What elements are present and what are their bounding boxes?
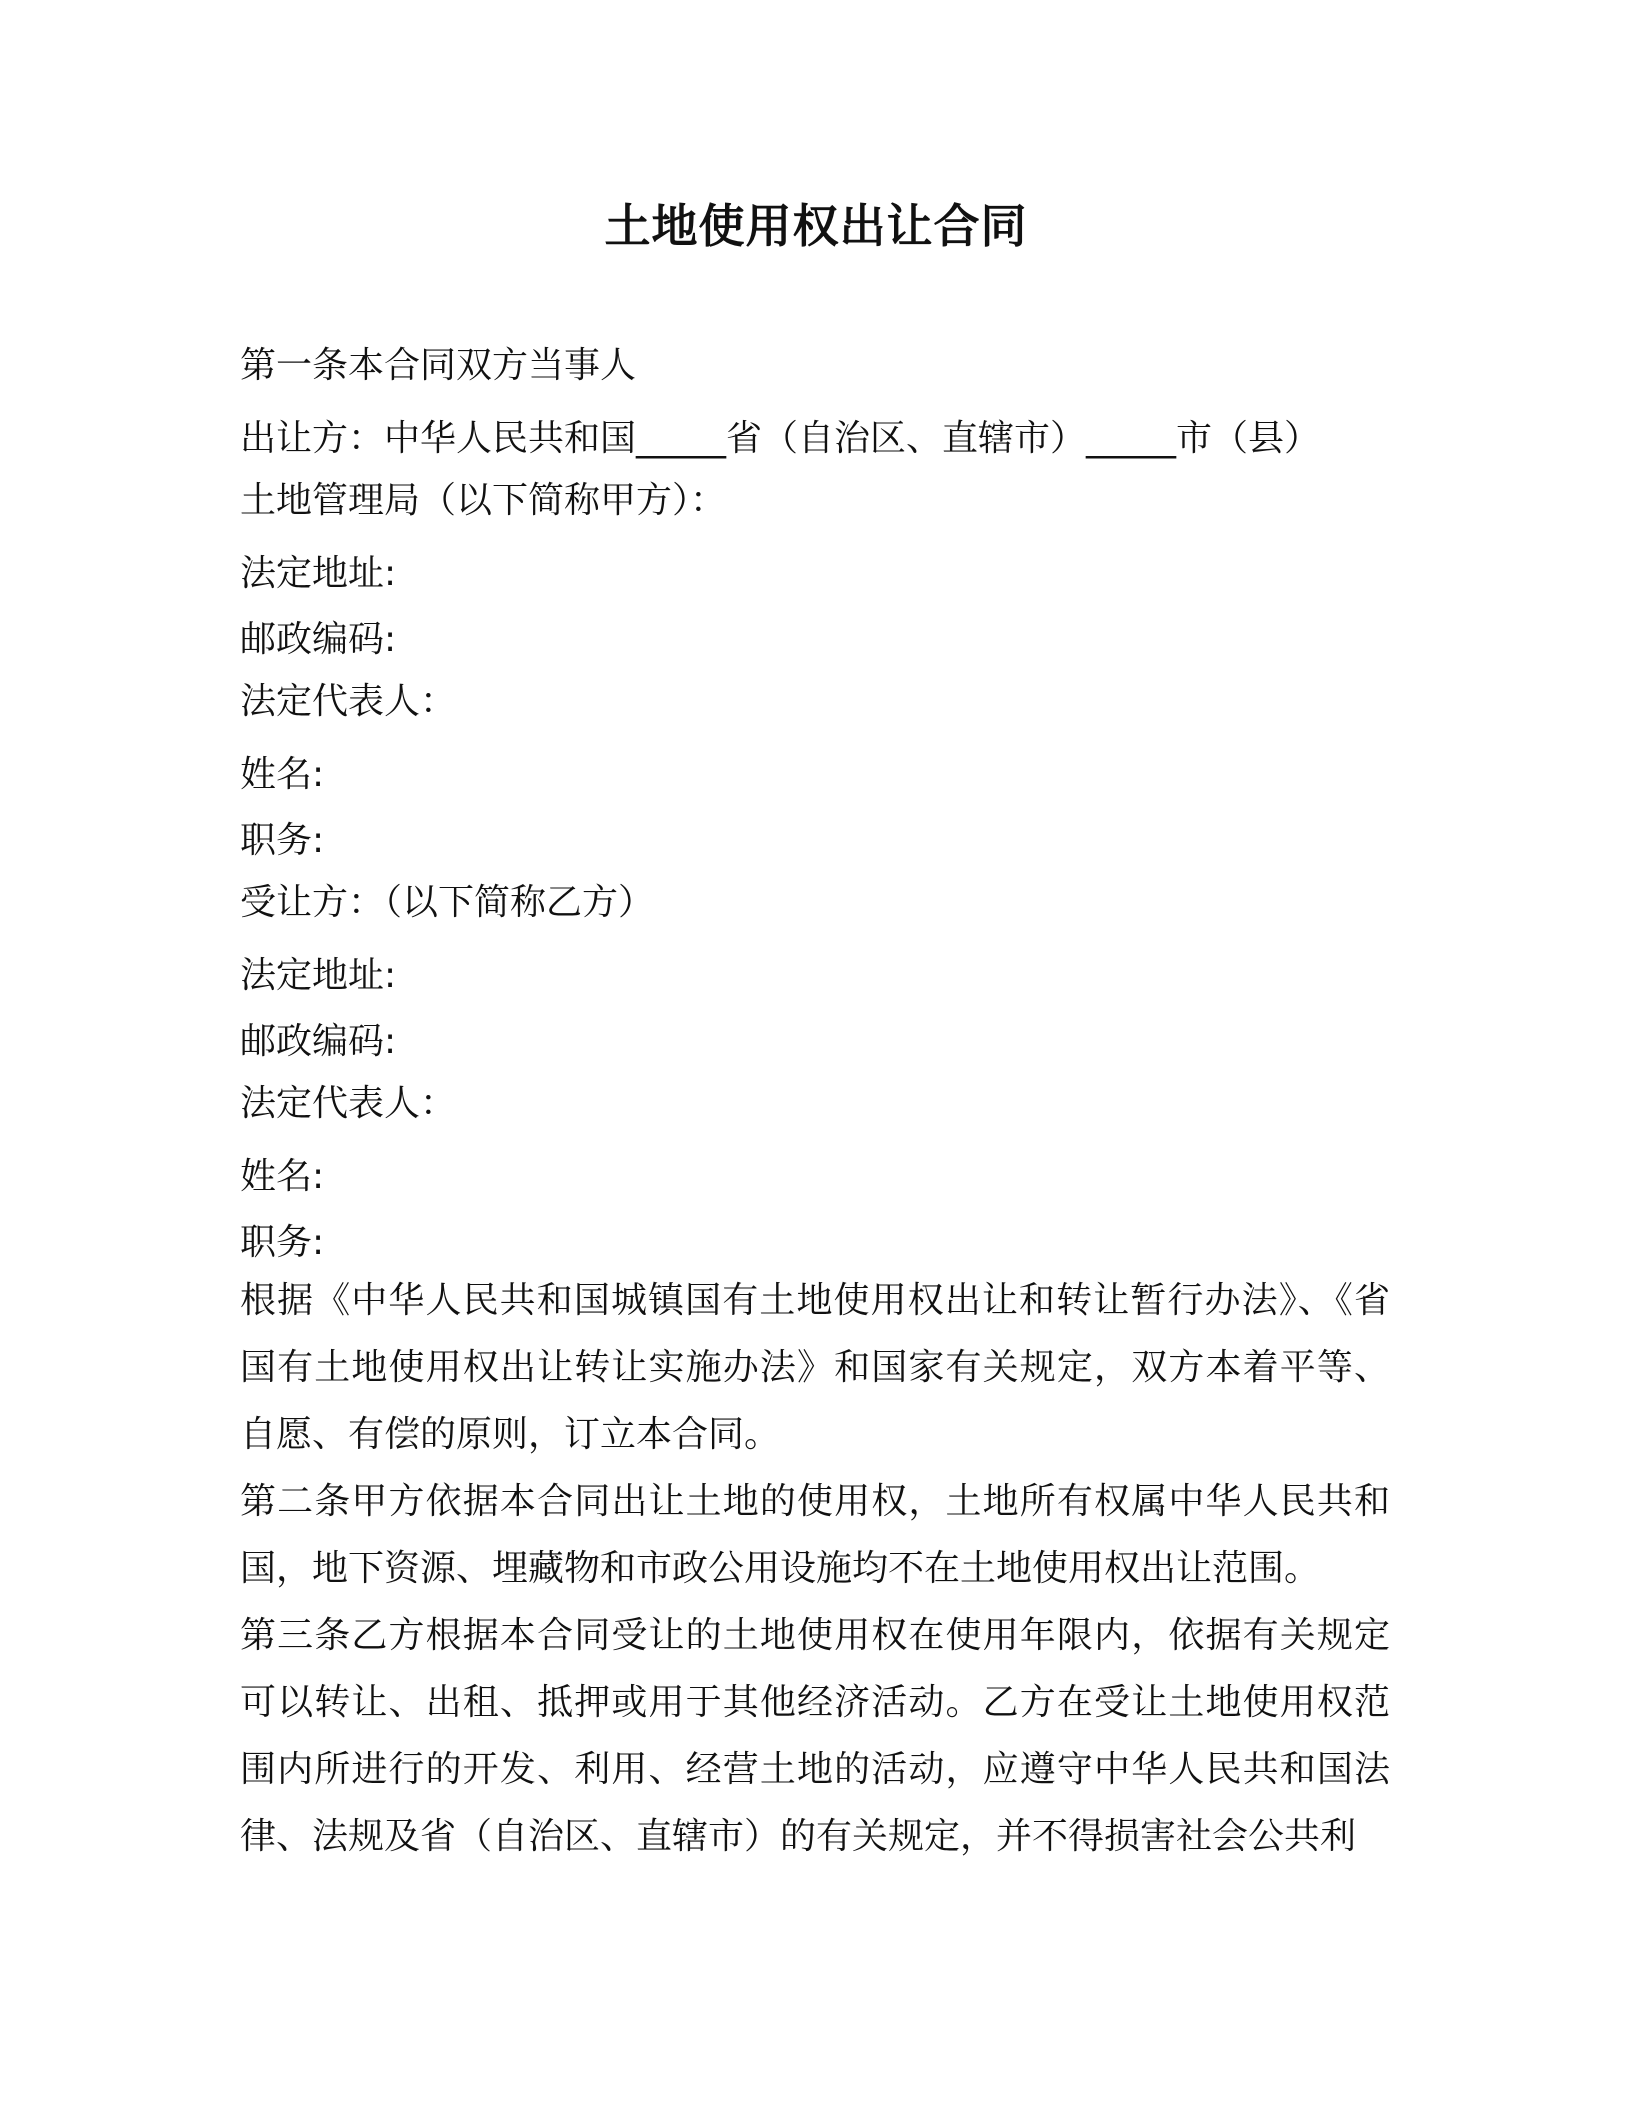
party-a-line2: 土地管理局（以下简称甲方）： [240, 480, 727, 521]
document-body [240, 342, 1390, 1870]
party-a-name-label: 姓名: [240, 754, 325, 795]
party-a-address-label: 法定地址: [240, 553, 397, 594]
party-b-address-label: 法定地址: [240, 955, 397, 996]
article2-paragraph: 第二条甲方依据本合同出让土地的使用权，土地所有权属中华人民共和国，地下资源、埋藏物和市政公用设施均不在土地使用权出让范围。 [240, 1481, 1390, 1589]
party-b-position-label: 职务: [240, 1222, 325, 1263]
party-b-rep-label: 法定代表人： [240, 1083, 457, 1124]
party-b-postcode-label: 邮政编码: [240, 1021, 397, 1062]
article1-heading: 第一条本合同双方当事人 [240, 345, 637, 386]
article3-paragraph: 第三条乙方根据本合同受让的土地使用权在使用年限内，依据有关规定可以转让、出租、抵押或用于其他经济活动。乙方在受让土地使用权范围内所进行的开发、利用、经营土地的活动，应遵守中华人民共和国法律、法规及省（自治区、直辖市）的有关规定，并不得损害社会公共利 [240, 1615, 1390, 1857]
document-title: 土地使用权出让合同 [604, 199, 1028, 253]
party-a-postcode-label: 邮政编码: [240, 619, 397, 660]
party-a-rep-label: 法定代表人： [240, 681, 457, 722]
basis-paragraph: 根据《中华人民共和国城镇国有土地使用权出让和转让暂行办法》、《省国有土地使用权出让转让实施办法》和国家有关规定，双方本着平等、自愿、有偿的原则，订立本合同。 [240, 1280, 1390, 1455]
party-b-name-label: 姓名: [240, 1156, 325, 1197]
party-b-line: 受让方：（以下简称乙方） [240, 882, 655, 923]
party-a-position-label: 职务: [240, 820, 325, 861]
party-a-line1: 出让方：中华人民共和国_____省（自治区、直辖市）_____市（县） [240, 418, 1321, 459]
